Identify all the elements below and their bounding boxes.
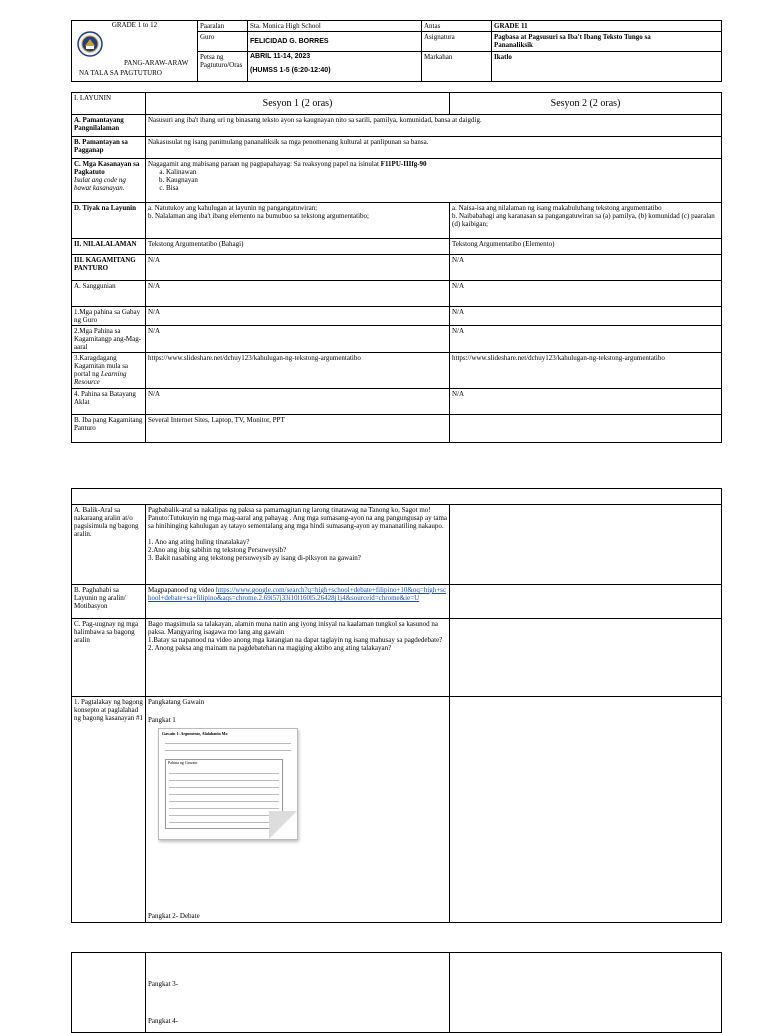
batayang-aklat-label: 4. Pahina sa Batayang Aklat [72,389,146,415]
karagdagang-url-s1[interactable]: https://www.slideshare.net/dchuy123/kahulugan-ng-tekstong-argumentatibo [146,353,450,389]
kagamitang-panturo-label: III. KAGAMITANG PANTURO [72,255,146,281]
karagdagang-url-s2[interactable]: https://www.slideshare.net/dchuy123/kahulugan-ng-tekstong-argumentatibo [450,353,722,389]
asignatura-label: Asignatura [422,32,492,52]
asignatura-line2: Pananaliksik [494,41,533,50]
balik-aral-q3: 3. Bakit nasabing ang tekstong persuweysib ay isang di-piksyon na gawain? [148,554,361,563]
continuation-s2 [450,953,722,1033]
petsa-oras: (HUMSS 1-5 (6:20-12:40) [250,67,331,75]
list-item: c. Bisa [166,184,719,192]
balik-aral-intro: Pagbabalik-aral sa nakalipas ng paksa sa pamamagitan ng larong tinatawag na Tanong ko, Sagot mo! [148,506,431,514]
nilalaman-label: II. NILALALAMAN [72,239,146,255]
iba-pang-kagamitan-label: B. Iba pang Kagamitang Panturo [72,415,146,443]
markahan-label: Markahan [422,52,492,82]
pamantayan-pagganap-label: B. Pamantayan sa Pagganap [72,137,146,159]
tiyak-s1-a: a. Natutukoy ang kahulugan at layunin ng pangangatuwiran; [148,204,318,212]
guro-label: Guro [198,32,248,52]
procedure-header-blank [72,489,722,505]
pag-uugnay-s2 [450,619,722,697]
kagamitang-mag-aaral-s2: N/A [450,326,722,353]
tiyak-layunin-s1 [146,203,450,239]
pagtalakay-label: 1. Pagtalakay ng bagong konsepto at paglalahad ng bagong kasanayan #1 [72,697,146,923]
sanggunian-label: A. Sanggunian [72,281,146,307]
asignatura-value [492,32,722,52]
tiyak-s2-b: b. Naibabahagi ang karanasan sa pangangatuwiran sa (a) pamilya, (b) komunidad (c) paaralan (d) kaibigan; [452,212,715,229]
karagdagang-kagamitan-label-cell [72,353,146,389]
sanggunian-s2: N/A [450,281,722,307]
paghahabi-value [146,585,450,619]
header-table [71,20,722,82]
balik-aral-q2: 2.Ano ang ibig sabihin ng tekstong Persuweysib? [148,546,287,555]
karagdagang-kagamitan-label: 3.Karagdagang Kagamitan mula sa portal ng [74,354,129,379]
paghahabi-text: Magpapanood ng video [148,586,215,594]
kasanayan-value: Nagagamit ang mabisang paraan ng pagpapahayag: Sa reaksyong papel na isinulat [148,160,379,168]
pangkatang-gawain-label: Pangkatang Gawain [148,698,205,706]
paaralan-value: Sta. Monica High School [248,21,422,32]
sanggunian-s1: N/A [146,281,450,307]
asignatura-line1: Pagbasa at Pagsusuri sa Iba't Ibang Teksto Tungo sa [494,33,651,42]
pangkat1-label: Pangkat 1 [148,716,176,725]
kasanayan-label-cell [72,159,146,203]
gabay-guro-s2: N/A [450,307,722,326]
title-line2: NA TALA SA PAGTUTURO [79,69,162,77]
iba-pang-kagamitan-value: Several Internet Sites, Laptop, TV, Monitor, PPT [146,415,450,443]
pag-uugnay-q1: 1.Batay sa napanood na video anong mga katangian na dapat taglayin ng isang mahusay sa pagdedebate? [148,636,443,645]
tiyak-s1-b: b. Nalalaman ang iba't ibang elemento na bumubuo sa tekstong argumentatibo; [148,212,369,221]
pagtalakay-s2 [450,697,722,923]
tiyak-na-layunin-label: D. Tiyak na Layunin [72,203,146,239]
balik-aral-s2 [450,505,722,585]
pagtalakay-value [146,697,450,923]
layunin-heading: I. LAYUNIN [72,93,146,115]
worksheet-image [158,728,298,840]
petsa-date: ABRIL 11-14, 2023 [250,53,311,61]
worksheet-title: Gawain 1: Argumento, Alalahanin Mo [162,731,228,737]
list-item: b. Kaugnayan [166,176,719,184]
tiyak-layunin-s2 [450,203,722,239]
kasanayan-value-cell [146,159,722,203]
pangkat4-label: Pangkat 4- [148,1017,179,1025]
balik-aral-panuto: Panuto:Tutukuyin ng mga mag-aaral ang pahayag . Ang mga sumasang-ayon na ang pangungusap ay tama sa hinihinging kahulugan ay tatayo sementalang ang mga hindi sumasang-ayon ay mananatiling nakaupo. [148,514,447,531]
antas-label: Antas [422,21,492,32]
page-fold-icon [269,811,297,839]
title-line1: PANG-ARAW-ARAW [124,59,189,67]
pangkat2-label: Pangkat 2- Debate [148,911,200,920]
petsa-label: Petsa ng Pagtuturo/Oras [198,52,248,82]
pag-uugnay-q2: 2. Anong paksa ang mainam na pagdebatehan na magiging aktibo ang ating talakayan? [148,644,392,653]
kasanayan-note: Isulat ang code ng bawat kasanayan. [74,176,126,193]
pag-uugnay-intro: Bago magsimula sa talakayan, alamin muna natin ang iyong inisyal na kaalaman tungkol sa kasunod na paksa. Mangyaring isagawa mo lang ang gawain [148,620,439,637]
balik-aral-q1: 1. Ano ang ating huling tinatalakay? [148,538,250,547]
continuation-table [71,952,722,1033]
tiyak-s2-a: a. Naisa-isa ang nilalaman ng isang makabuluhang tekstong argumentatibo [452,204,662,212]
antas-value: GRADE 11 [492,21,722,32]
gabay-guro-label: 1.Mga pahina sa Gabay ng Guro [72,307,146,326]
deped-seal-icon [77,31,103,57]
list-item: a. Kalinawan [166,168,719,176]
sesyon2-heading: Sesyon 2 (2 oras) [450,93,722,115]
guro-value: FELICIDAD G. BORRES [248,32,422,52]
sesyon1-heading: Sesyon 1 (2 oras) [146,93,450,115]
school-heading-cell [72,21,198,82]
markahan-value: Ikatlo [492,52,722,82]
kasanayan-label: C. Mga Kasanayan sa Pagkatuto [74,160,140,177]
paghahabi-video-link[interactable]: https://www.google.com/search?q=high+school+debate+filipino+10&oq=high+school+debate+sa+filipino&aqs=chrome.2.69i57j33i10l160l5.26428j1j4&sourceid=chrome&ie=U [148,586,447,603]
main-table [71,92,722,443]
batayang-aklat-s2: N/A [450,389,722,415]
pag-uugnay-label: C. Pag-uugnay ng mga halimbawa sa bagong aralin [72,619,146,697]
paghahabi-label: B. Paghahabi sa Layunin ng aralin/ Motibasyon [72,585,146,619]
batayang-aklat-s1: N/A [146,389,450,415]
kagamitang-s1: N/A [146,255,450,281]
learning-resource-label: Learning Resource [74,370,127,387]
paghahabi-s2 [450,585,722,619]
worksheet-answer-box [165,759,283,829]
pamantayang-pangnilalaman-label: A. Pamantayang Pangnilalaman [72,115,146,137]
continuation-value [146,953,450,1033]
kagamitang-s2: N/A [450,255,722,281]
nilalaman-s2: Tekstong Argumentatibo (Elemento) [450,239,722,255]
kagamitang-mag-aaral-label: 2.Mga Pahina sa Kagamitangp ang-Mag-aaral [72,326,146,353]
pamantayan-pagganap-value: Nakasusulat ng isang panimulang pananaliksik sa mga penomenang kultural at panlipunan sa bansa. [146,137,722,159]
pag-uugnay-value [146,619,450,697]
kagamitang-mag-aaral-s1: N/A [146,326,450,353]
pangkat3-label: Pangkat 3- [148,980,179,988]
paaralan-label: Paaralan [198,21,248,32]
worksheet-box-label: Pahina ng Gawain [168,760,198,766]
iba-pang-kagamitan-s2 [450,415,722,443]
continuation-label [72,953,146,1033]
nilalaman-s1: Tekstong Argumentatibo (Bahagi) [146,239,450,255]
pamantayang-pangnilalaman-value: Nasusuri ang iba't ibang uri ng binasang teksto ayon sa kaugnayan nito sa sarili, pamilya, komunidad, bansa at daigdig. [146,115,722,137]
kasanayan-list [148,168,719,192]
petsa-value [248,52,422,82]
balik-aral-label: A. Balik-Aral sa nakaraang aralin at/o pagsisimula ng bagong aralin. [72,505,146,585]
procedure-table [71,488,722,923]
balik-aral-value [146,505,450,585]
grade-range: GRADE 1 to 12 [111,21,158,29]
gabay-guro-s1: N/A [146,307,450,326]
kasanayan-code: F11PU-IIIfg-90 [380,160,427,168]
